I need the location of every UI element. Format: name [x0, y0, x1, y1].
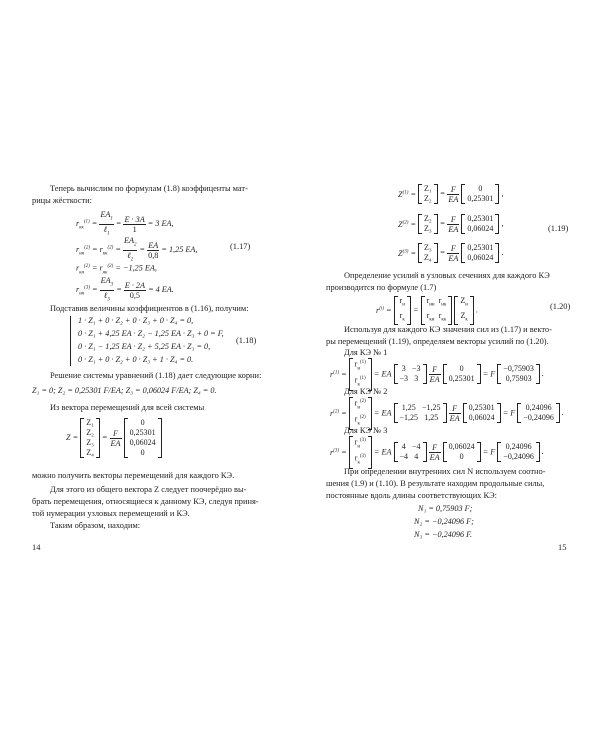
- internal-force-n2: N₂ = −0,24096 F;: [414, 517, 474, 526]
- formula-r33-3: $r_{нн}^{(3)}$ = $\frac{EA_3}{\ell_3}$ = $\frac{E \cdot 2A}{0,5}$ = 4 EA.: [76, 276, 174, 303]
- right-paragraph-3c: постоянные вдоль длины соответствующих КЭ:: [326, 491, 497, 500]
- left-paragraph-2: Подставив величины коэффициентов в (1.16), получим:: [50, 304, 249, 313]
- right-paragraph-3b: шения (1.9) и (1.10). В результате находим продольные силы,: [326, 479, 545, 488]
- force-vector-2: $r^{(2)}$ = $r_н^{(2)}$ $r_к^{(2)}$ = EA 1,25 −1,25 −1,25 1,25 $\frac{F}{EA}$ 0,25301 0,06024 = F 0,24096 −0,24096 .: [330, 397, 564, 430]
- force-value: −0,24096: [503, 452, 534, 462]
- equation-number-1-19: (1.19): [548, 224, 569, 233]
- equation-number-1-20: (1.20): [550, 302, 571, 311]
- force-vector-1: $r^{(1)}$ = $r_н^{(1)}$ $r_к^{(1)}$ = EA 3 −3 −3 3 $\frac{F}{EA}$ 0 0,25301 = F −0,75903 0,75903 .: [330, 358, 544, 391]
- element-vector-2: $Z^{(2)}$ = Z₂ Z₃ = $\frac{F}{EA}$ 0,25301 0,06024 ,: [398, 214, 504, 234]
- ke-1-label: Для КЭ № 1: [344, 348, 388, 357]
- vec-value: 0,06024: [129, 438, 156, 447]
- right-paragraph-1a: Определение усилий в узловых сечениях для каждого КЭ: [344, 271, 550, 280]
- vec-value: 0,25301: [467, 194, 494, 203]
- vec-value: 0,06024: [467, 224, 494, 233]
- formula-r11-1: $r_{кк}^{(1)}$ = $\frac{EA_1}{\ell_1}$ = $\frac{E \cdot 3A}{1}$ = 3 EA,: [76, 210, 174, 237]
- left-paragraph-4: Из вектора перемещений для всей системы: [50, 403, 205, 412]
- force-value: 0,24096: [505, 442, 532, 452]
- system-line-2: 0 · Z₁ + 4,25 EA · Z₂ − 1,25 EA · Z₃ + 0 = F,: [78, 329, 224, 338]
- element-vector-1: $Z^{(1)}$ = Z₁ Z₂ = $\frac{F}{EA}$ 0 0,25301 ,: [398, 184, 504, 204]
- force-value: −0,75903: [503, 364, 534, 374]
- right-paragraph-2a: Используя для каждого КЭ значения сил из (1.17) и векто-: [344, 325, 552, 334]
- page-number-right: 15: [558, 543, 567, 552]
- left-paragraph-6c: той нумерации узловых перемещений и КЭ.: [32, 509, 190, 518]
- right-paragraph-1b: производится по формуле (1.7): [326, 283, 437, 292]
- system-line-1: 1 · Z₁ + 0 · Z₂ + 0 · Z₃ + 0 · Z₄ = 0,: [78, 316, 194, 325]
- left-paragraph-1b: рицы жёсткости:: [32, 196, 92, 205]
- formula-1-20: $r^{(i)}$ = $r_н$ $r_к$ = $r_{нн}$ $r_{нк}$ $r_{кн}$ $r_{кк}$ $Z_н$ $Z_к$ .: [376, 296, 478, 325]
- displacement-vector: Z = Z₁ Z₂ Z₃ Z₄ = $\frac{F}{EA}$ 0 0,25301 0,06024 0: [66, 418, 162, 458]
- left-paragraph-6a: Для этого из общего вектора Z следует поочерёдно вы-: [50, 485, 247, 494]
- force-value: 0,24096: [525, 403, 552, 413]
- left-paragraph-5: можно получить векторы перемещений для каждого КЭ.: [32, 471, 235, 480]
- roots-line: Z₁ = 0; Z₂ = 0,25301 F/EA; Z₃ = 0,06024 F/EA; Z₄ = 0.: [32, 386, 217, 395]
- element-vector-3: $Z^{(3)}$ = Z₃ Z₄ = $\frac{F}{EA}$ 0,25301 0,06024 .: [398, 243, 504, 263]
- right-page: [300, 0, 600, 750]
- system-brace: [70, 316, 75, 366]
- ke-3-label: Для КЭ № 3: [344, 426, 388, 435]
- vec-value: 0,06024: [467, 253, 494, 262]
- vec-value: 0: [478, 184, 483, 193]
- left-paragraph-3: Решение системы уравнений (1.18) дает следующие корни:: [50, 371, 262, 380]
- left-paragraph-1a: Теперь вычислим по формулам (1.8) коэффиценты мат-: [50, 184, 248, 193]
- equation-number-1-18: (1.18): [236, 336, 257, 345]
- force-value: 0,75903: [505, 374, 532, 384]
- internal-force-n1: N₁ = 0,75903 F;: [418, 504, 473, 513]
- equation-number-1-17: (1.17): [230, 242, 251, 251]
- right-paragraph-3a: При определении внутренних сил N используем соотно-: [344, 467, 546, 476]
- internal-force-n3: N₃ = −0,24096 F.: [414, 530, 473, 539]
- system-line-4: 0 · Z₁ + 0 · Z₂ + 0 · Z₃ + 1 · Z₄ = 0.: [78, 355, 194, 364]
- vec-value: 0,25301: [467, 243, 494, 252]
- formula-r22-2: $r_{нн}^{(2)} = r_{кк}^{(2)}$ = $\frac{EA_2}{\ell_2}$ = $\frac{EA}{0,8}$ = 1,25 EA,: [76, 236, 198, 263]
- left-paragraph-7: Таким образом, находим:: [50, 521, 141, 530]
- right-paragraph-2b: ры перемещений (1.19), определяем векторы усилий по (1.20).: [326, 337, 549, 346]
- system-line-3: 0 · Z₁ − 1,25 EA · Z₂ + 5,25 EA · Z₃ = 0,: [78, 342, 211, 351]
- ke-2-label: Для КЭ № 2: [344, 387, 388, 396]
- force-value: −0,24096: [523, 413, 554, 423]
- left-paragraph-6b: брать перемещения, относящиеся к данному КЭ, следуя приня-: [32, 497, 259, 506]
- vec-value: 0: [140, 448, 145, 457]
- vec-value: 0,25301: [129, 428, 156, 437]
- vec-value: 0: [140, 418, 145, 427]
- page-number-left: 14: [32, 543, 41, 552]
- vec-value: 0,25301: [467, 214, 494, 223]
- force-vector-3: $r^{(3)}$ = $r_н^{(3)}$ $r_к^{(3)}$ = EA 4 −4 −4 4 $\frac{F}{EA}$ 0,06024 0 = F 0,24096 −0,24096 .: [330, 436, 544, 469]
- formula-rkn-2: $r_{кн}^{(2)} = r_{нк}^{(2)} = -1,25$ EA,: [76, 263, 157, 276]
